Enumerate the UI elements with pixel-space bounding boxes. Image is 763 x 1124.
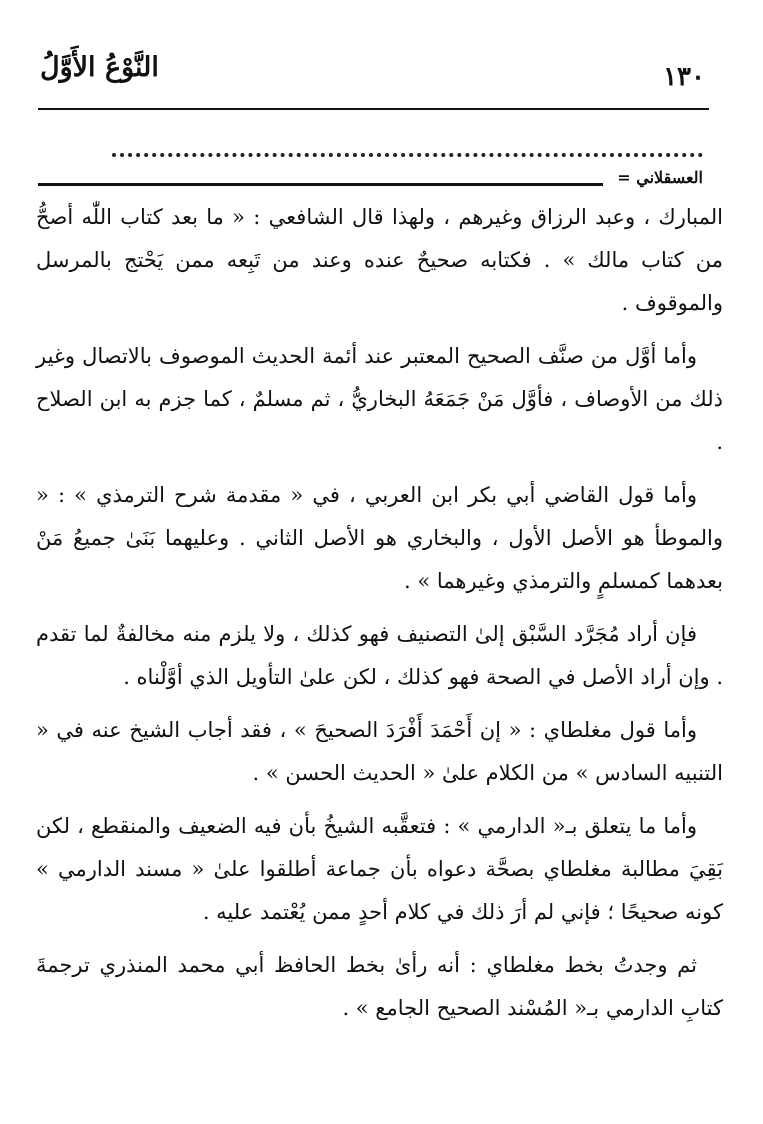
paragraph: المبارك ، وعبد الرزاق وغيرهم ، ولهذا قال الشافعي : « ما بعد كتاب اللّٰه أصحُّ من كتاب مالك » . فكتابه صحيحٌ عنده وعند من تَبِعه ممن يَحْتج بالمرسل والموقوف . <box>36 205 723 315</box>
paragraph: وأما قول القاضي أبي بكر ابن العربي ، في « مقدمة شرح الترمذي » : « والموطأ هو الأصل الأول ، والبخاري هو الأصل الثاني . وعليهما بَنَىٰ جميعُ مَنْ بعدهما كمسلمٍ والترمذي وغيرهما » . <box>36 483 723 593</box>
paragraph: وأما قول مغلطاي : « إن أَحْمَدَ أَفْرَدَ الصحيحَ » ، فقد أجاب الشيخ عنه في « التنبيه السادس » من الكلام علىٰ « الحديث الحسن » . <box>36 718 723 785</box>
paragraph: فإن أراد مُجَرَّد السَّبْق إلىٰ التصنيف فهو كذلك ، ولا يلزم منه مخالفةٌ لما تقدم . وإن أراد الأصل في الصحة فهو كذلك ، لكن علىٰ التأويل الذي أوَّلْناه . <box>36 622 723 689</box>
paragraph: وأما أوَّل من صنَّف الصحيح المعتبر عند أئمة الحديث الموصوف بالاتصال وغير ذلك من الأوصاف ، فأوَّل مَنْ جَمَعَهُ البخاريُّ ، ثم مسلمٌ ، كما جزم به ابن الصلاح . <box>36 344 723 454</box>
body-text <box>36 196 723 1040</box>
page-number: ١٣٠ <box>663 62 705 92</box>
source-rule <box>38 183 603 186</box>
header-rule <box>38 108 709 110</box>
paragraph: وأما ما يتعلق بـ« الدارمي » : فتعقَّبه الشيخُ بأن فيه الضعيف والمنقطع ، لكن بَقِيَ مطالبة مغلطاي بصحَّة دعواه بأن جماعة أطلقوا علىٰ « مسند الدارمي » كونه صحيحًا ؛ فإني لم أرَ ذلك في كلام أحدٍ ممن يُعْتمد عليه . <box>36 814 723 924</box>
dotted-separator <box>112 153 703 157</box>
running-title: النَّوْعُ الأَوَّلُ <box>40 52 159 83</box>
source-label: العسقلاني = <box>617 168 703 187</box>
paragraph: ثم وجدتُ بخط مغلطاي : أنه رأىٰ بخط الحافظ أبي محمد المنذري ترجمةَ كتابِ الدارمي بـ« المُسْند الصحيح الجامع » . <box>36 953 723 1020</box>
